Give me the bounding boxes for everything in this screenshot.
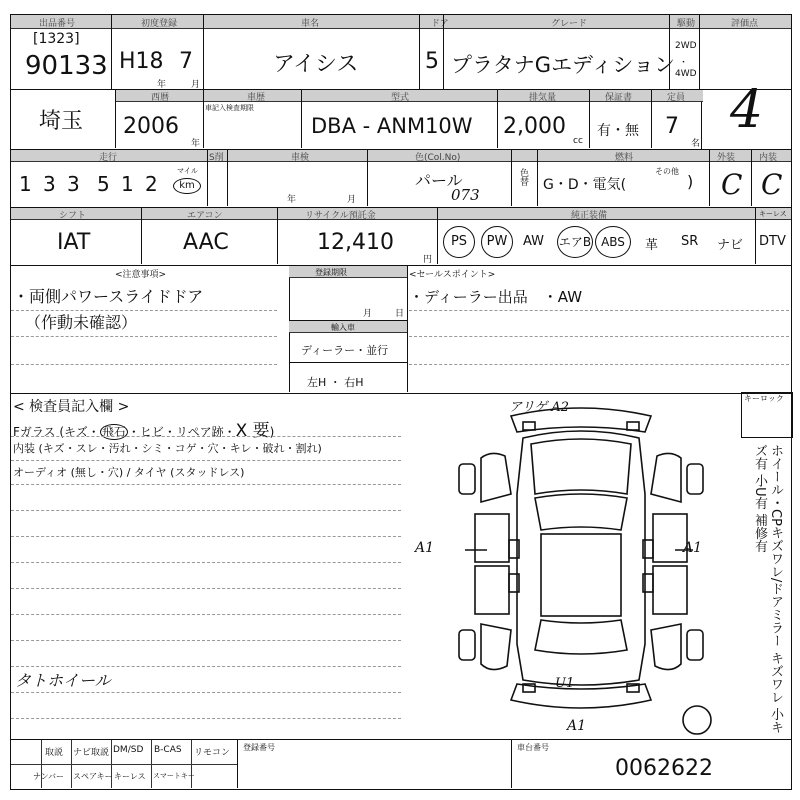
score-label: 評価点 <box>731 19 759 29</box>
score-box <box>702 90 792 150</box>
interior-line: 内装 (キズ・スレ・汚れ・シミ・コゲ・穴・キレ・破れ・割れ) <box>13 442 322 455</box>
deadline-day: 日 <box>395 309 405 319</box>
doors: 5 <box>425 49 439 74</box>
steering-value: 左H ・ 右H <box>307 376 364 389</box>
shift-value: IAT <box>57 230 91 255</box>
footer-item-dmsd: DM/SD <box>113 745 144 755</box>
ac-value: AAC <box>183 230 229 255</box>
history-label: 車歴 <box>247 93 266 103</box>
drive-dot: ・ <box>679 58 689 68</box>
sales-label: <セールスポイント> <box>409 270 496 280</box>
footer-item-smart-key: スマートキー <box>153 772 195 780</box>
car-diagram <box>431 394 731 740</box>
lot-label: 出品番号 <box>39 19 76 29</box>
inspection-area <box>10 394 792 740</box>
chassis-value: 0062622 <box>615 756 713 781</box>
shift-label: シフト <box>59 211 87 221</box>
fglass-mid: 飛石 <box>101 425 126 439</box>
equip-label: 純正装備 <box>571 211 608 221</box>
import-value: ディーラー・並行 <box>301 344 389 357</box>
fglass-line <box>13 416 274 441</box>
row-3 <box>10 150 792 208</box>
drive-label: 駆動 <box>677 19 696 29</box>
footer <box>10 740 792 790</box>
deadline-month: 月 <box>363 309 373 319</box>
mileage-digit-1: 1 <box>19 172 32 196</box>
reg-no-label: 登録番号 <box>243 743 275 752</box>
fuel-close: ) <box>687 172 694 191</box>
history-sub: 車記入検査期限 <box>205 104 254 112</box>
warranty-value: 有・無 <box>597 123 639 139</box>
footer-item-remote: リモコン <box>194 748 231 758</box>
keyless-label: キーレス <box>759 210 787 218</box>
recycle-value: 12,410 <box>317 230 394 255</box>
equip-sr: SR <box>681 234 699 249</box>
inspection-year-mark: 年 <box>287 195 297 205</box>
color-change: 色替 <box>518 168 528 186</box>
first-reg-label: 初度登録 <box>141 19 178 29</box>
deadline-label: 登録期限 <box>315 268 347 277</box>
fglass-close: ) <box>269 425 275 439</box>
grade-label: グレード <box>551 19 588 29</box>
diagram-bottom-note: A1 <box>567 718 587 734</box>
keylock-label: キーロック <box>744 394 784 403</box>
mileage-digit-6: 2 <box>145 172 158 196</box>
mileage-digit-3: 3 <box>67 172 80 196</box>
capacity-label: 定員 <box>667 93 686 103</box>
inspection-title: < 検査員記入欄 > <box>13 399 130 415</box>
sales-value: ・ディーラー出品 ・AW <box>409 288 583 306</box>
displacement-label: 排気量 <box>529 93 557 103</box>
fglass-prefix: Fガラス (キズ・ <box>13 425 100 439</box>
recycle-label: リサイクル預託金 <box>305 211 376 221</box>
displacement-unit: cc <box>573 136 583 146</box>
notes-row <box>10 266 792 394</box>
mileage-unit-top: マイル <box>177 167 198 175</box>
displacement-value: 2,000 <box>503 114 566 139</box>
car-inspection-label: 車検 <box>291 153 310 163</box>
keylock-box <box>741 392 793 438</box>
mileage-digit-5: 1 <box>121 172 134 196</box>
fuel-other: その他 <box>655 167 679 176</box>
diagram-top-note: アリゲ A2 <box>509 400 570 415</box>
model-label: 型式 <box>391 93 410 103</box>
diagram-rear-note: U1 <box>555 676 575 691</box>
score-value: 4 <box>730 80 764 140</box>
recycle-unit: 円 <box>423 255 433 265</box>
drive-2wd: 2WD <box>675 41 697 51</box>
year-label: 西暦 <box>151 93 170 103</box>
footer-item-keyless: キーレス <box>114 772 146 781</box>
drive-4wd: 4WD <box>675 69 697 79</box>
chassis-label: 車台番号 <box>517 743 549 752</box>
footer-item-spare-key: スペアキー <box>73 772 113 781</box>
model-value: DBA - ANM10W <box>311 114 473 138</box>
equip-airbag: エアB <box>557 226 593 258</box>
fglass-suffix: ・ヒビ・リペア跡・ <box>127 425 236 439</box>
exterior-value: C <box>721 168 743 201</box>
notice-line2: （作動未確認） <box>25 313 138 332</box>
equip-ps: PS <box>443 226 475 258</box>
mileage-label: 走行 <box>99 153 118 163</box>
color-label: 色(Col.No) <box>415 153 461 163</box>
diagram-right-note: A1 <box>683 540 703 556</box>
notice-label: <注意事項> <box>115 270 167 280</box>
footer-item-number: ナンバー <box>33 772 65 781</box>
row-2 <box>10 90 702 150</box>
exterior-label: 外装 <box>717 153 736 163</box>
interior-label: 内装 <box>759 153 778 163</box>
notice-line1: ・両側パワースライドドア <box>13 287 204 306</box>
door-label: ドア <box>431 19 449 29</box>
car-name-label: 車名 <box>301 19 320 29</box>
prefecture: 埼玉 <box>39 109 84 134</box>
row-1 <box>10 14 792 90</box>
equip-aw: AW <box>523 234 545 249</box>
warranty-label: 保証書 <box>605 93 633 103</box>
color-value: パール <box>415 171 463 190</box>
handwritten-note: タトホイール <box>15 671 111 690</box>
mileage-digit-4: 5 <box>97 172 110 196</box>
grade: プラタナGエディション <box>451 53 675 77</box>
fuel-value: G・D・電気( <box>543 177 627 193</box>
equip-abs: ABS <box>595 226 631 258</box>
first-reg: H18 <box>119 49 164 74</box>
year-suffix: 年 <box>191 139 201 149</box>
footer-item-bcas: B-CAS <box>154 745 182 755</box>
equip-navi: ナビ <box>717 238 744 253</box>
interior-value: C <box>761 168 783 201</box>
year-mark: 年 <box>157 80 167 90</box>
fuel-label: 燃料 <box>615 153 634 163</box>
lot-number: 90133 <box>25 51 108 81</box>
first-reg-month: 7 <box>179 49 193 74</box>
capacity-value: 7 <box>665 114 679 139</box>
month-mark: 月 <box>191 80 201 90</box>
inspection-month-mark: 月 <box>347 195 357 205</box>
import-label: 輸入車 <box>331 323 355 332</box>
mileage-unit: km <box>179 180 195 191</box>
equip-pw: PW <box>481 226 513 258</box>
ac-label: エアコン <box>187 211 223 221</box>
diagram-left-note: A1 <box>415 540 435 556</box>
capacity-unit: 名 <box>691 139 701 149</box>
row-4 <box>10 208 792 266</box>
mileage-digit-2: 3 <box>43 172 56 196</box>
scan-label: S削 <box>209 153 224 163</box>
year-value: 2006 <box>123 114 179 139</box>
footer-item-navi-manual: ナビ取説 <box>73 748 110 758</box>
lot-bracket: [1323] <box>33 31 80 47</box>
equip-dtv: DTV <box>759 234 786 249</box>
equip-leather: 革 <box>645 238 659 253</box>
audio-line: オーディオ (無し・穴) / タイヤ (スタッドレス) <box>13 466 245 479</box>
fglass-x: X 要 <box>235 421 270 441</box>
mileage-unit-circle <box>173 178 201 194</box>
vertical-note: ホイール・CPキズワレ/ドアミラー キズワレ 小キズ有 小U有 補修有 <box>752 444 783 734</box>
car-name: アイシス <box>273 52 359 77</box>
color-code: 073 <box>451 186 480 204</box>
footer-item-manual: 取説 <box>45 748 64 758</box>
